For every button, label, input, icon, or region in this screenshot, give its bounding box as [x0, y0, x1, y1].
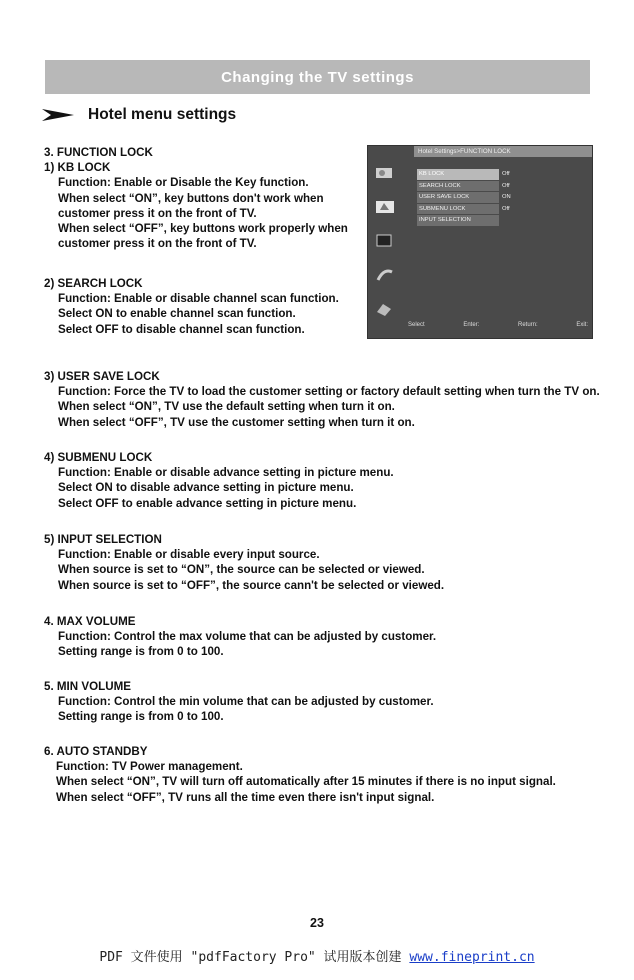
- setup-icon: [374, 266, 396, 284]
- section-title: 2) SEARCH LOCK: [44, 277, 143, 290]
- input-selection-section: [44, 532, 444, 593]
- text-line: When select “ON”, key buttons don't work when: [58, 191, 324, 205]
- min-volume-section: [44, 679, 434, 725]
- osd-footer-exit: Exit:: [576, 322, 588, 328]
- arrow-icon: [42, 108, 74, 122]
- osd-sidebar: [372, 160, 406, 330]
- osd-value: Off: [502, 182, 510, 189]
- osd-item-user-save-lock: USER SAVE LOCK: [417, 192, 499, 204]
- text-line: Select OFF to disable channel scan function.: [58, 322, 305, 336]
- osd-item-kb-lock: KB LOCK: [417, 169, 499, 181]
- page-number: 23: [310, 916, 324, 930]
- search-lock-section: [44, 276, 339, 337]
- osd-value: Off: [502, 171, 510, 177]
- text-line: When source is set to “OFF”, the source cann't be selected or viewed.: [58, 578, 445, 592]
- text-line: When select “ON”, TV will turn off automatically after 15 minutes if there is no input signal.: [56, 775, 556, 789]
- text-line: When select “OFF”, TV use the customer setting when turn it on.: [58, 415, 415, 429]
- section-title: 5. MIN VOLUME: [44, 680, 131, 693]
- text-line: Function: Control the max volume that can be adjusted by customer.: [58, 630, 437, 644]
- text-line: Function: Force the TV to load the customer setting or factory default setting when turn the TV on.: [58, 385, 600, 399]
- osd-footer-select: Select: [408, 322, 425, 328]
- text-line: Function: Enable or disable every input source.: [58, 548, 320, 562]
- text-line: Setting range is from 0 to 100.: [58, 710, 224, 724]
- hotel-menu-screenshot: [367, 145, 593, 339]
- text-line: customer press it on the front of TV.: [58, 237, 257, 251]
- text-line: Function: Control the min volume that can be adjusted by customer.: [58, 695, 434, 709]
- text-line: customer press it on the front of TV.: [58, 206, 257, 220]
- text-line: Function: Enable or disable channel scan function.: [58, 292, 339, 306]
- section-heading-text: Hotel menu settings: [88, 106, 237, 123]
- text-line: Function: Enable or disable advance setting in picture menu.: [58, 466, 394, 480]
- submenu-lock-section: [44, 450, 394, 511]
- text-line: Function: Enable or Disable the Key function.: [58, 176, 309, 190]
- section-title: 4. MAX VOLUME: [44, 615, 136, 628]
- section-title: 3. FUNCTION LOCK: [44, 146, 153, 159]
- text-line: When source is set to “ON”, the source can be selected or viewed.: [58, 563, 425, 577]
- osd-value: Off: [502, 205, 510, 212]
- text-line: When select “OFF”, TV runs all the time even there isn't input signal.: [56, 790, 435, 804]
- section-heading: [42, 106, 236, 124]
- osd-item-input-selection: INPUT SELECTION: [417, 215, 499, 227]
- text-line: Setting range is from 0 to 100.: [58, 645, 224, 659]
- sound-icon: [374, 198, 396, 216]
- osd-footer-return: Return:: [517, 322, 538, 328]
- page-banner: Changing the TV settings: [45, 60, 590, 94]
- osd-item-submenu-lock: SUBMENU LOCK: [417, 204, 499, 216]
- section-title: 3) USER SAVE LOCK: [44, 370, 160, 383]
- auto-standby-section: [44, 744, 556, 805]
- tv-icon: [374, 232, 396, 250]
- pdf-footer: [0, 946, 634, 965]
- text-line: Select ON to enable channel scan function.: [58, 307, 296, 321]
- text-line: Select OFF to enable advance setting in picture menu.: [58, 496, 357, 510]
- text-line: Function: TV Power management.: [56, 760, 243, 774]
- text-line: When select “OFF”, key buttons work properly when: [58, 222, 348, 236]
- footer-link[interactable]: www.fineprint.cn: [409, 950, 535, 965]
- osd-footer-enter: Enter:: [463, 322, 480, 328]
- osd-item-search-lock: SEARCH LOCK: [417, 181, 499, 193]
- osd-title: Hotel Settings>FUNCTION LOCK: [414, 146, 592, 157]
- max-volume-section: [44, 614, 436, 660]
- section-title: 4) SUBMENU LOCK: [44, 451, 153, 464]
- osd-footer: [408, 322, 588, 328]
- subsection-title: 1) KB LOCK: [44, 161, 111, 175]
- section-title: 5) INPUT SELECTION: [44, 533, 162, 546]
- text-line: When select “ON”, TV use the default setting when turn it on.: [58, 400, 395, 414]
- text-line: Select ON to disable advance setting in picture menu.: [58, 481, 354, 495]
- lock-icon: [374, 300, 396, 318]
- picture-icon: [374, 164, 396, 182]
- user-save-lock-section: [44, 369, 600, 430]
- function-lock-section: [44, 145, 348, 251]
- footer-text: PDF 文件使用 "pdfFactory Pro" 试用版本创建: [99, 950, 402, 965]
- osd-value: ON: [502, 194, 511, 200]
- section-title: 6. AUTO STANDBY: [44, 745, 148, 758]
